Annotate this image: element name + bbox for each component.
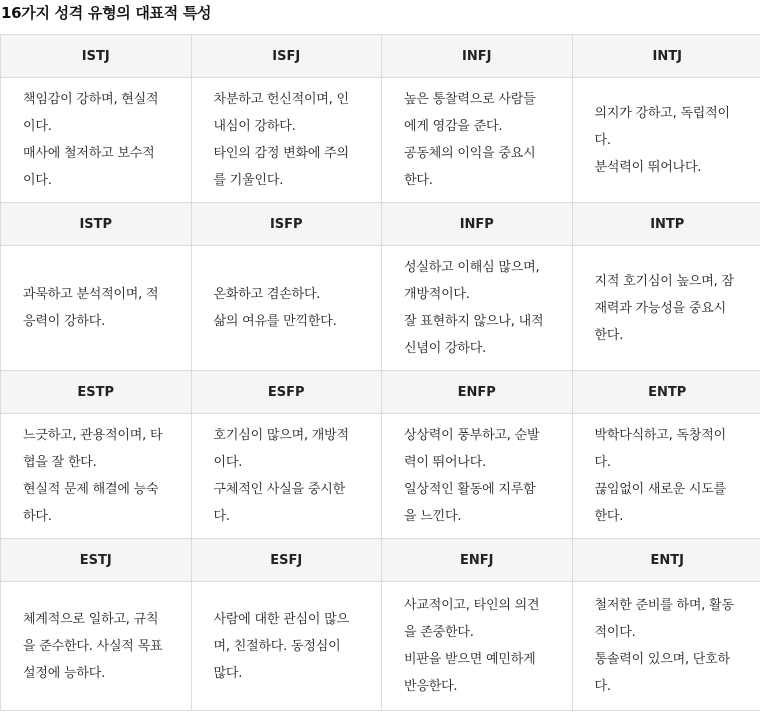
description-cell (572, 78, 760, 203)
description-cell (191, 414, 382, 539)
description-line: 높은 통찰력으로 사람들 (404, 92, 536, 107)
type-header-row (1, 371, 760, 414)
description-line: 한다. (594, 509, 624, 524)
description-row (1, 414, 760, 539)
description-line: 구체적인 사실을 중시한 (213, 482, 345, 497)
type-header-cell: ISTP (1, 203, 192, 246)
description-cell (191, 246, 382, 371)
description-line: 재력과 가능성을 중요시 (594, 300, 726, 316)
description-line: 느긋하고, 관용적이며, 타 (23, 428, 163, 443)
type-header-cell: ENFP (382, 371, 573, 414)
description-line: 매사에 철저하고 보수적 (23, 146, 155, 161)
type-header-row (1, 539, 760, 582)
description-line: 사교적이고, 타인의 의견 (404, 598, 540, 613)
description-line: 성실하고 이해심 많으며, (404, 260, 540, 275)
description-cell (572, 246, 760, 371)
description-line: 공동체의 이익을 중요시 (404, 146, 536, 161)
type-header-cell: ISTJ (1, 35, 192, 78)
description-line: 에게 영감을 준다. (404, 119, 503, 134)
description-cell (382, 414, 573, 539)
description-line: 다. (213, 509, 230, 524)
description-line: 을 느낀다. (404, 509, 462, 524)
type-header-cell: ISFP (191, 203, 382, 246)
description-line: 과묵하고 분석적이며, 적 (23, 287, 159, 302)
description-cell (1, 582, 192, 711)
description-line: 지적 호기심이 높으며, 잠 (594, 273, 734, 289)
table-body (1, 35, 760, 711)
type-header-cell: ESTJ (1, 539, 192, 582)
description-line: 이다. (23, 119, 52, 134)
description-line: 한다. (404, 173, 433, 188)
description-line: 다. (594, 679, 611, 694)
description-line: 내심이 강하다. (213, 119, 296, 134)
description-line: 다. (594, 455, 611, 470)
description-row (1, 78, 760, 203)
description-line: 온화하고 겸손하다. (213, 287, 321, 302)
description-row (1, 246, 760, 371)
description-line: 적이다. (594, 625, 636, 640)
description-line: 며, 친절하다. 동정심이 (213, 638, 341, 654)
description-line: 박학다식하고, 독창적이 (594, 428, 726, 443)
description-line: 을 존중한다. (404, 625, 474, 640)
type-header-cell: INTP (572, 203, 760, 246)
description-cell (382, 582, 573, 711)
description-cell (191, 582, 382, 711)
description-line: 협을 잘 한다. (23, 455, 97, 470)
description-line: 설정에 능하다. (23, 665, 106, 681)
description-line: 끊임없이 새로운 시도를 (594, 482, 726, 497)
description-cell (191, 78, 382, 203)
description-line: 한다. (594, 327, 624, 343)
description-line: 현실적 문제 해결에 능숙 (23, 482, 159, 497)
description-row (1, 582, 760, 711)
description-line: 을 준수한다. 사실적 목표 (23, 638, 163, 654)
type-header-cell: INTJ (572, 35, 760, 78)
type-header-row (1, 35, 760, 78)
description-cell (1, 246, 192, 371)
type-header-cell: ENTJ (572, 539, 760, 582)
description-line: 이다. (23, 173, 52, 188)
description-line: 통솔력이 있으며, 단호하 (594, 652, 730, 667)
description-line: 의지가 강하고, 독립적이 (594, 105, 730, 121)
description-cell (1, 78, 192, 203)
description-cell (1, 414, 192, 539)
type-header-cell: ESTP (1, 371, 192, 414)
description-line: 타인의 감정 변화에 주의 (213, 146, 349, 161)
description-cell (572, 582, 760, 711)
description-line: 상상력이 풍부하고, 순발 (404, 428, 540, 443)
description-line: 다. (594, 132, 611, 148)
description-line: 책임감이 강하며, 현실적 (23, 92, 159, 107)
description-line: 응력이 강하다. (23, 314, 106, 329)
description-line: 체계적으로 일하고, 규칙 (23, 611, 159, 627)
description-cell (572, 414, 760, 539)
description-line: 반응한다. (404, 679, 458, 694)
description-line: 삶의 여유를 만끽한다. (213, 314, 337, 329)
description-line: 잘 표현하지 않으나, 내적 (404, 314, 544, 329)
personality-types-table (0, 34, 760, 711)
type-header-cell: ESFJ (191, 539, 382, 582)
description-line: 하다. (23, 509, 52, 524)
page-title: 16가지 성격 유형의 대표적 특성 (1, 4, 212, 22)
type-header-cell: ESFP (191, 371, 382, 414)
description-line: 이다. (213, 455, 243, 470)
description-line: 차분하고 헌신적이며, 인 (213, 92, 349, 107)
description-line: 를 기울인다. (213, 173, 284, 188)
description-cell (382, 78, 573, 203)
type-header-cell: INFP (382, 203, 573, 246)
description-line: 일상적인 활동에 지루함 (404, 482, 536, 497)
type-header-cell: INFJ (382, 35, 573, 78)
description-line: 호기심이 많으며, 개방적 (213, 428, 349, 443)
description-line: 력이 뛰어나다. (404, 455, 487, 470)
description-line: 비판을 받으면 예민하게 (404, 652, 536, 667)
description-line: 개방적이다. (404, 287, 470, 302)
description-line: 사람에 대한 관심이 많으 (213, 611, 349, 627)
type-header-cell: ENTP (572, 371, 760, 414)
type-header-cell: ENFJ (382, 539, 573, 582)
description-cell (382, 246, 573, 371)
description-line: 신념이 강하다. (404, 341, 487, 356)
description-line: 많다. (213, 665, 243, 681)
description-line: 철저한 준비를 하며, 활동 (594, 598, 734, 613)
description-line: 분석력이 뛰어나다. (594, 159, 702, 175)
type-header-cell: ISFJ (191, 35, 382, 78)
type-header-row (1, 203, 760, 246)
